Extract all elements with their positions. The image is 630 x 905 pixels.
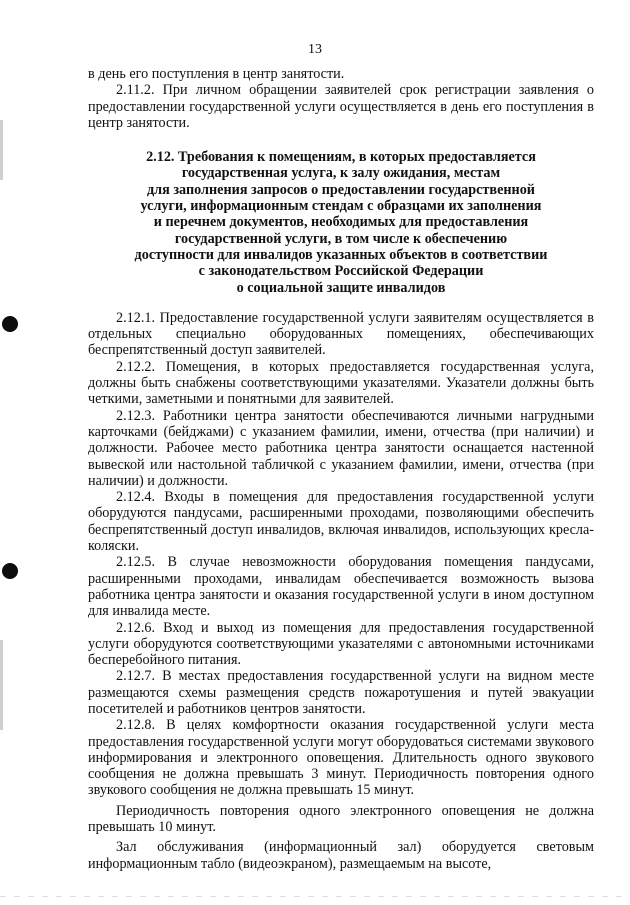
paragraph-2-11-2: 2.11.2. При личном обращении заявителей срок регистрации заявления о предоставлении государственной услуги осуществляется в день его поступления в центр занятости. xyxy=(88,82,594,131)
heading-line: доступности для инвалидов указанных объектов в соответствии xyxy=(134,246,548,263)
heading-line: государственная услуга, к залу ожидания, местам xyxy=(181,165,501,182)
heading-line: с законодательством Российской Федерации xyxy=(198,263,484,280)
scan-edge-mark xyxy=(0,120,3,180)
paragraph-notification-period: Периодичность повторения одного электронного оповещения не должна превышать 10 минут. xyxy=(88,802,594,836)
paragraph-service-hall: Зал обслуживания (информационный зал) оборудуется световым информационным табло (видеоэкраном), размещаемым на высоте, xyxy=(88,839,594,872)
heading-line: о социальной защите инвалидов xyxy=(236,279,446,296)
scan-edge-mark xyxy=(0,640,3,730)
paragraph-2-12-5: 2.12.5. В случае невозможности оборудования помещения пандусами, расширенными проходами, инвалидам обеспечивается возможность вызова работника центра занятости и оказания государственной услуги в ином доступном для инвалида месте. xyxy=(88,554,594,620)
heading-line: и перечнем документов, необходимых для предоставления xyxy=(153,214,529,231)
heading-line: 2.12. Требования к помещениям, в которых предоставляется xyxy=(146,149,536,166)
punch-hole-bottom xyxy=(2,563,18,579)
section-heading-2-12 xyxy=(88,149,594,296)
paragraph-2-12-7: 2.12.7. В местах предоставления государственной услуги на видном месте размещаются схемы размещения средств пожаротушения и путей эвакуации посетителей и работников центров занятости. xyxy=(88,668,594,717)
paragraph-2-12-1: 2.12.1. Предоставление государственной услуги заявителям осуществляется в отдельных специально оборудованных помещениях, обеспечивающих беспрепятственный доступ заявителей. xyxy=(88,309,594,359)
heading-line: услуги, информационным стендам с образцами их заполнения xyxy=(140,198,542,215)
scan-bottom-noise xyxy=(0,896,630,897)
paragraph-2-12-3: 2.12.3. Работники центра занятости обеспечиваются личными нагрудными карточками (бейджами) с указанием фамилии, имени, отчества (при наличии) и должности. Рабочее место работника центра занятости оснащается настенной вывеской или настольной табличкой с указанием фамилии, имени, отчества (при наличии) и должности. xyxy=(88,407,594,489)
paragraph-2-12-2: 2.12.2. Помещения, в которых предоставляется государственная услуга, должны быть снабжены соответствующими указателями. Указатели должны быть четкими, заметными и понятными для заявителей. xyxy=(88,358,594,408)
punch-hole-top xyxy=(2,316,18,332)
page-number: 13 xyxy=(308,42,322,57)
intro-line: в день его поступления в центр занятости. xyxy=(88,66,345,82)
document-body xyxy=(88,66,594,872)
heading-line: для заполнения запросов о предоставлении государственной xyxy=(147,181,535,198)
heading-line: государственной услуги, в том числе к обеспечению xyxy=(174,230,508,247)
paragraph-2-12-8: 2.12.8. В целях комфортности оказания государственной услуги места предоставления государственной услуги могут оборудоваться системами звукового информирования и электронного оповещения. Длительность одного звукового сообщения не должна превышать 3 минут. Периодичность повторения одного звукового сообщения не должна превышать 15 минут. xyxy=(88,717,594,799)
paragraph-2-12-6: 2.12.6. Вход и выход из помещения для предоставления государственной услуги оборудуются соответствующими указателями с автономными источниками бесперебойного питания. xyxy=(88,619,594,669)
paragraph-2-12-4: 2.12.4. Входы в помещения для предоставления государственной услуги оборудуются пандусами, расширенными проходами, позволяющими обеспечить беспрепятственный доступ инвалидов, включая инвалидов, использующих кресла-коляски. xyxy=(88,489,594,555)
